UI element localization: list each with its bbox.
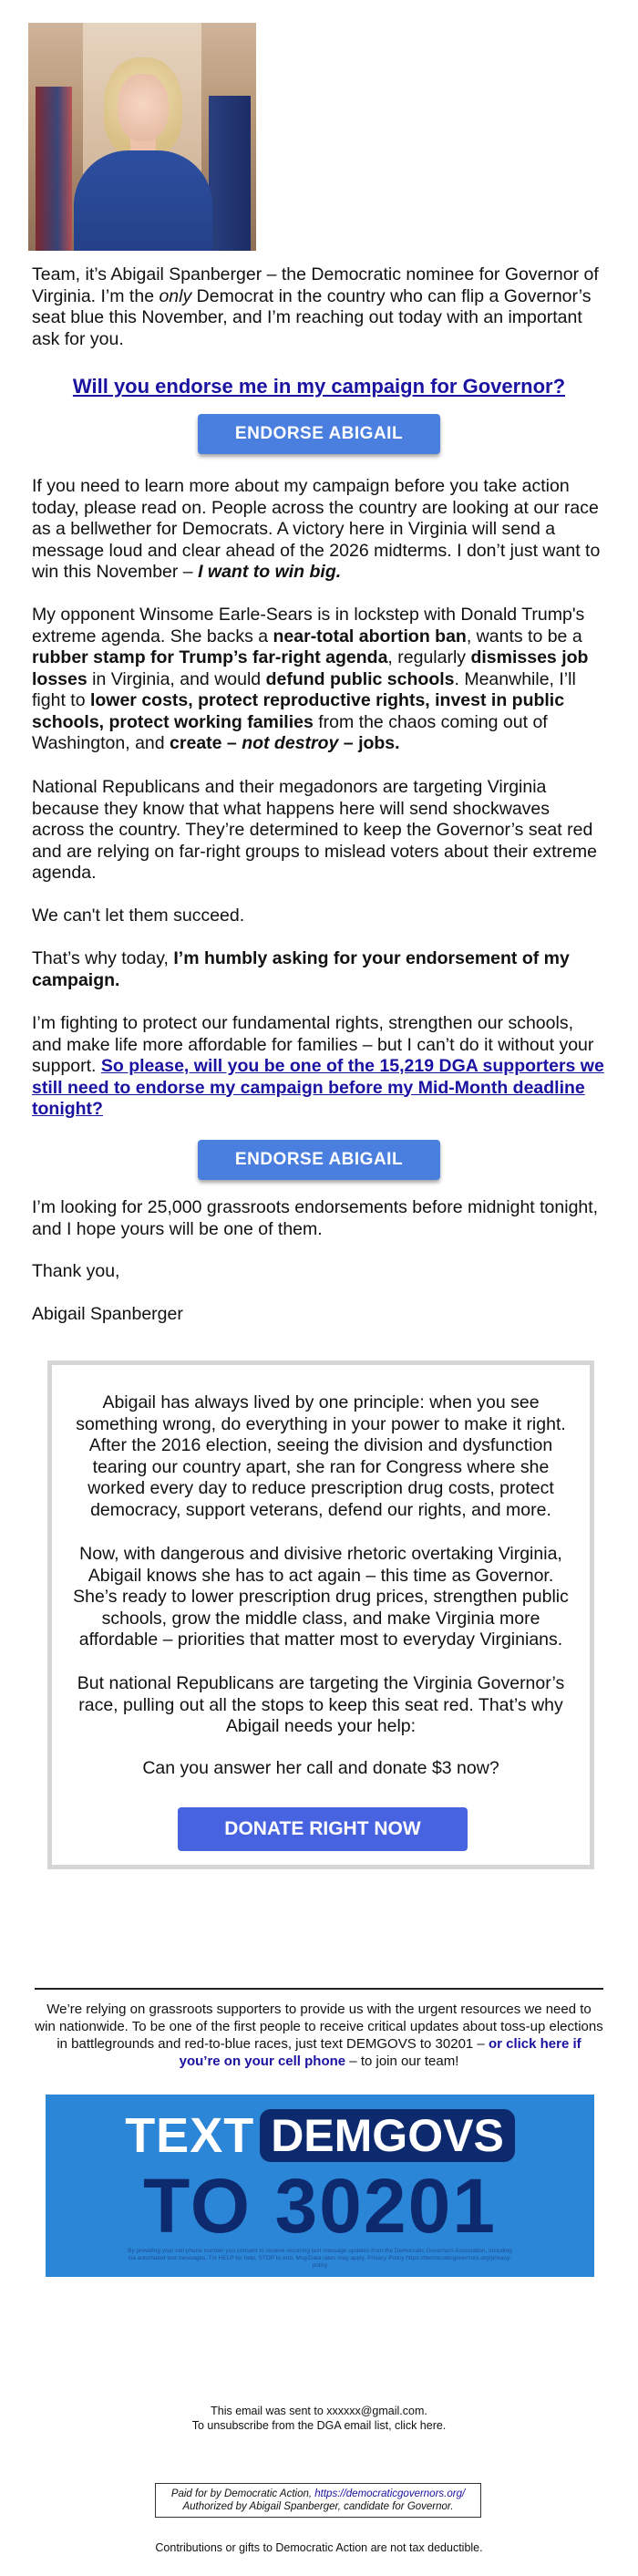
republicans-paragraph: National Republicans and their megadonors are targeting Virginia because they know that what happens here will send shockwaves across the country. They’re determined to keep the Governor’s seat red and are relying on far-right groups to mislead voters about their extreme agenda.: [32, 777, 597, 883]
unsubscribe-link[interactable]: To unsubscribe from the DGA email list, click here.: [191, 2419, 447, 2432]
endorse-button-2[interactable]: ENDORSE ABIGAIL: [198, 1140, 440, 1180]
ask-paragraph: That’s why today, I’m humbly asking for your endorsement of my campaign.: [32, 948, 570, 990]
endorse-headline-link[interactable]: Will you endorse me in my campaign for Governor?: [72, 375, 566, 398]
banner-fine-print: By providing your cell phone number you consent to receive recurring text message updates from the Democratic Governors Association, including via automated text messages. Txt HELP for help, STOP to end. Msg/Data rates may apply. Privacy Policy https://democraticgovernors.org/privacy-policy: [128, 2248, 512, 2269]
footer-divider: [35, 1988, 603, 1990]
paid-for-box: Paid for by Democratic Action, https://democraticgovernors.org/ Authorized by Abigail Spanberger, candidate for Governor.: [155, 2483, 481, 2518]
banner-shortcode: TO 30201: [142, 2163, 498, 2249]
endorse-deadline-link[interactable]: So please, will you be one of the 15,219 DGA supporters we still need to endorse my campaign before my Mid-Month deadline tonight?: [32, 1056, 604, 1119]
dga-website-link[interactable]: https://democraticgovernors.org/: [314, 2488, 466, 2499]
box-paragraph-2: Now, with dangerous and divisive rhetoric overtaking Virginia, Abigail knows she has to act again – this time as Governor. She’s ready to lower prescription drug prices, strengthen public schools, grow the middle class, and make Virginia more affordable – priorities that matter most to everyday Virginians.: [73, 1544, 569, 1650]
endorse-button[interactable]: ENDORSE ABIGAIL: [198, 414, 440, 454]
banner-keyword: DEMGOVS: [260, 2109, 515, 2162]
thanks-text: Thank you,: [32, 1261, 120, 1281]
sent-to-text: This email was sent to xxxxxx@gmail.com.: [211, 2405, 427, 2417]
intro-paragraph: Team, it’s Abigail Spanberger – the Democratic nominee for Governor of Virginia. I’m the only Democrat in the country who can flip a Governor’s seat blue this November, and I’m reaching out today with an important ask for you.: [32, 264, 599, 349]
campaign-paragraph: If you need to learn more about my campaign before you take action today, please read on. People across the country are looking at our race as a bellwether for Democrats. A victory here in Virginia will send a message loud and clear ahead of the 2026 midterms. I don’t just want to win this November – I want to win big.: [32, 476, 601, 582]
donate-button[interactable]: DONATE RIGHT NOW: [178, 1807, 468, 1851]
donate-box: [47, 1360, 594, 1869]
box-paragraph-3: But national Republicans are targeting the Virginia Governor’s race, pulling out all the stops to keep this seat red. That’s why Abigail needs your help:: [77, 1673, 565, 1736]
mobile-signup-link[interactable]: or click here if you’re on your cell phone: [179, 2036, 581, 2069]
candidate-photo: [28, 23, 256, 251]
support-paragraph: I’m fighting to protect our fundamental rights, strengthen our schools, and make life more affordable for families – but I can’t do it without your support. So please, will you be one of the 15,219 DGA supporters we still need to endorse my campaign before my Mid-Month deadline tonight?: [32, 1013, 604, 1119]
footer-text: We’re relying on grassroots supporters to provide us with the urgent resources we need to win nationwide. To be one of the first people to receive critical updates about toss-up elections in battlegrounds and red-to-blue races, just text DEMGOVS to 30201 – or click here if you’re on your cell phone – to join our team!: [35, 2002, 603, 2069]
succeed-paragraph: We can't let them succeed.: [32, 905, 245, 926]
box-paragraph-1: Abigail has always lived by one principle: when you see something wrong, do everything in your power to make it right. After the 2016 election, seeing the division and dysfunction tearing our country apart, she ran for Congress where she worked every day to reduce prescription drug costs, protect democracy, support veterans, defend our rights, and more.: [76, 1392, 566, 1520]
text-signup-banner[interactable]: [46, 2095, 594, 2277]
box-paragraph-4: Can you answer her call and donate $3 now?: [142, 1758, 499, 1778]
goal-paragraph: I’m looking for 25,000 grassroots endorsements before midnight tonight, and I hope yours will be one of them.: [32, 1197, 599, 1239]
tax-disclaimer: Contributions or gifts to Democratic Action are not tax deductible.: [155, 2541, 483, 2554]
opponent-paragraph: My opponent Winsome Earle-Sears is in lockstep with Donald Trump's extreme agenda. She backs a near-total abortion ban, wants to be a rubber stamp for Trump’s far-right agenda, regularly dismisses job losses in Virginia, and would defund public schools. Meanwhile, I’ll fight to lower costs, protect reproductive rights, invest in public schools, protect working families from the chaos coming out of Washington, and create – not destroy – jobs.: [32, 605, 589, 753]
banner-text-word: TEXT: [125, 2108, 255, 2163]
signature-text: Abigail Spanberger: [32, 1304, 183, 1324]
